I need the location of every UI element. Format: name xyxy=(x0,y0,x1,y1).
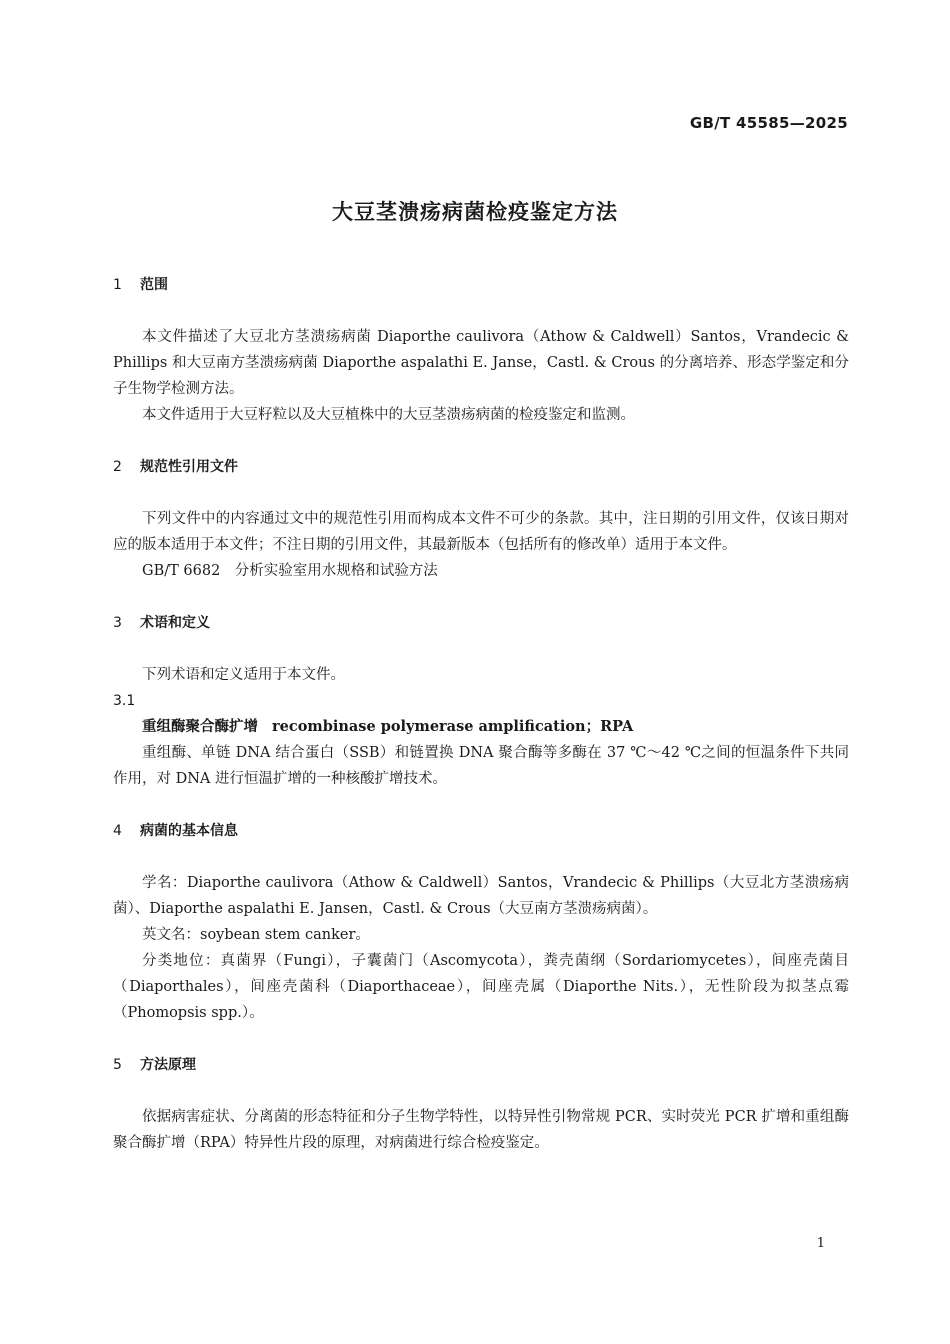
terms-intro-paragraph: 下列术语和定义适用于本文件。 xyxy=(142,667,345,683)
document-body xyxy=(113,272,849,1156)
page-number: 1 xyxy=(816,1236,825,1251)
section-number: 4 xyxy=(113,823,122,839)
term-name-chinese: 重组酶聚合酶扩增 xyxy=(142,719,258,735)
term-name-english: recombinase polymerase amplification；RPA xyxy=(272,718,634,735)
scientific-name-paragraph: 学名：Diaporthe caulivora（Athow & Caldwell）Santos，Vrandecic & Phillips（大豆北方茎溃疡病菌）、Diaporthe aspalathi E. Jansen，Castl. & Crous（大豆南方茎溃疡病菌）。 xyxy=(113,875,849,917)
section-number: 5 xyxy=(113,1057,122,1073)
document-title: 大豆茎溃疡病菌检疫鉴定方法 xyxy=(332,200,618,224)
english-name-paragraph: 英文名：soybean stem canker。 xyxy=(142,927,370,943)
scope-paragraph: 本文件描述了大豆北方茎溃疡病菌 Diaporthe caulivora（Athow & Caldwell）Santos，Vrandecic & Phillips 和大豆南方茎溃疡病菌 Diaporthe aspalathi E. Janse，Castl. & Crous 的分离培养、形态学鉴定和分子生物学检测方法。 xyxy=(113,329,849,397)
section-heading-pathogen-info xyxy=(113,818,849,844)
section-heading-terms xyxy=(113,610,849,636)
section-heading-normative-references xyxy=(113,454,849,480)
term-name xyxy=(113,714,849,740)
reference-item: GB/T 6682 分析实验室用水规格和试验方法 xyxy=(142,563,438,579)
section-title: 规范性引用文件 xyxy=(140,459,238,475)
term-number: 3.1 xyxy=(113,693,136,709)
term-definition: 重组酶、单链 DNA 结合蛋白（SSB）和链置换 DNA 聚合酶等多酶在 37 ℃～42 ℃之间的恒温条件下共同作用，对 DNA 进行恒温扩增的一种核酸扩增技术。 xyxy=(113,745,849,787)
section-title: 方法原理 xyxy=(140,1057,196,1073)
section-heading-scope xyxy=(113,272,849,298)
section-number: 2 xyxy=(113,459,122,475)
scope-applicability-paragraph: 本文件适用于大豆籽粒以及大豆植株中的大豆茎溃疡病菌的检疫鉴定和监测。 xyxy=(142,407,635,423)
section-title: 范围 xyxy=(140,277,168,293)
method-principle-paragraph: 依据病害症状、分离菌的形态特征和分子生物学特性，以特异性引物常规 PCR、实时荧光 PCR 扩增和重组酶聚合酶扩增（RPA）特异性片段的原理，对病菌进行综合检疫鉴定。 xyxy=(113,1109,849,1151)
section-number: 3 xyxy=(113,615,122,631)
taxonomy-paragraph: 分类地位：真菌界（Fungi），子囊菌门（Ascomycota），粪壳菌纲（Sordariomycetes），间座壳菌目（Diaporthales），间座壳菌科（Diaporthaceae），间座壳属（Diaporthe Nits.），无性阶段为拟茎点霉（Phomopsis spp.）。 xyxy=(113,953,849,1021)
section-title: 术语和定义 xyxy=(140,615,210,631)
section-heading-method-principle xyxy=(113,1052,849,1078)
section-number: 1 xyxy=(113,277,122,293)
standard-number: GB/T 45585—2025 xyxy=(689,114,848,132)
section-title: 病菌的基本信息 xyxy=(140,823,238,839)
references-paragraph: 下列文件中的内容通过文中的规范性引用而构成本文件不可少的条款。其中，注日期的引用文件，仅该日期对应的版本适用于本文件；不注日期的引用文件，其最新版本（包括所有的修改单）适用于本文件。 xyxy=(113,511,849,553)
